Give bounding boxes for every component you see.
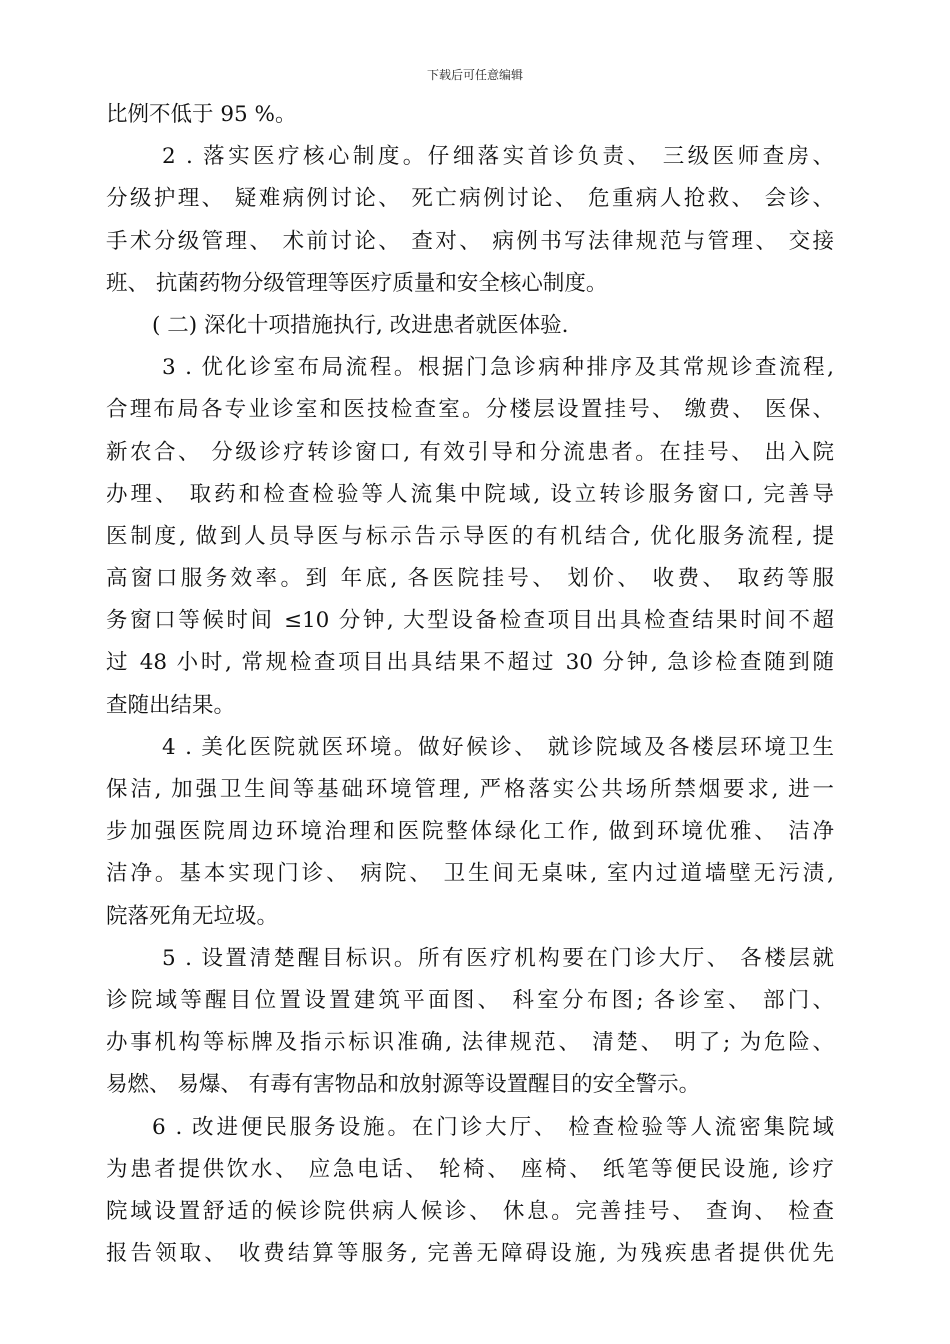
document-body xyxy=(106,94,834,1275)
text-line: 新农合、 分级诊疗转诊窗口, 有效引导和分流患者。在挂号、 出入院 xyxy=(106,439,834,465)
text-line: 步加强医院周边环境治理和医院整体绿化工作, 做到环境优雅、 洁净 xyxy=(106,819,834,845)
text-line: 合理布局各专业诊室和医技检查室。分楼层设置挂号、 缴费、 医保、 xyxy=(106,397,834,423)
text-line: 4 . 美化医院就医环境。做好候诊、 就诊院域及各楼层环境卫生 xyxy=(162,734,834,760)
text-line: 过 48 小时, 常规检查项目出具结果不超过 30 分钟, 急诊检查随到随 xyxy=(106,650,834,676)
text-line: 医制度, 做到人员导医与标示告示导医的有机结合, 优化服务流程, 提 xyxy=(106,523,834,549)
text-line: 洁净。基本实现门诊、 病院、 卫生间无桌味, 室内过道墙壁无污渍, xyxy=(106,861,834,887)
text-line: 报告领取、 收费结算等服务, 完善无障碍设施, 为残疾患者提供优先 xyxy=(106,1241,834,1267)
text-line: 查随出结果。 xyxy=(106,692,236,718)
text-line: 班、 抗菌药物分级管理等医疗质量和安全核心制度。 xyxy=(106,270,608,296)
text-line: 3 . 优化诊室布局流程。根据门急诊病种排序及其常规诊查流程, xyxy=(162,355,834,381)
text-line: 高窗口服务效率。到 年底, 各医院挂号、 划价、 收费、 取药等服 xyxy=(106,566,834,592)
text-line: 务窗口等候时间 ≤10 分钟, 大型设备检查项目出具检查结果时间不超 xyxy=(106,608,834,634)
text-line: 诊院域等醒目位置设置建筑平面图、 科室分布图; 各诊室、 部门、 xyxy=(106,987,834,1013)
text-line: 手术分级管理、 术前讨论、 查对、 病例书写法律规范与管理、 交接 xyxy=(106,228,834,254)
text-line: 保洁, 加强卫生间等基础环境管理, 严格落实公共场所禁烟要求, 进一 xyxy=(106,777,834,802)
text-line: 院域设置舒适的候诊院供病人候诊、 休息。完善挂号、 查询、 检查 xyxy=(106,1198,834,1224)
page-header: 下载后可任意编辑 xyxy=(426,68,523,82)
text-line: 为患者提供饮水、 应急电话、 轮椅、 座椅、 纸笔等便民设施, 诊疗 xyxy=(106,1156,834,1182)
text-line: 院落死角无垃圾。 xyxy=(106,903,279,929)
text-line: 办事机构等标牌及指示标识准确, 法律规范、 清楚、 明了; 为危险、 xyxy=(106,1030,834,1056)
text-line: 易燃、 易爆、 有毒有害物品和放射源等设置醒目的安全警示。 xyxy=(106,1072,701,1098)
text-line: 分级护理、 疑难病例讨论、 死亡病例讨论、 危重病人抢救、 会诊、 xyxy=(106,186,834,212)
text-line: 办理、 取药和检查检验等人流集中院域, 设立转诊服务窗口, 完善导 xyxy=(106,481,834,507)
text-line: 5 . 设置清楚醒目标识。所有医疗机构要在门诊大厅、 各楼层就 xyxy=(162,945,834,971)
text-line: 2 . 落实医疗核心制度。仔细落实首诊负责、 三级医师查房、 xyxy=(162,144,834,170)
text-line: 比例不低于 95 %。 xyxy=(106,102,297,127)
text-line: ( 二) 深化十项措施执行, 改进患者就医体验. xyxy=(152,312,569,338)
text-line: 6 . 改进便民服务设施。在门诊大厅、 检查检验等人流密集院域 xyxy=(152,1114,834,1140)
